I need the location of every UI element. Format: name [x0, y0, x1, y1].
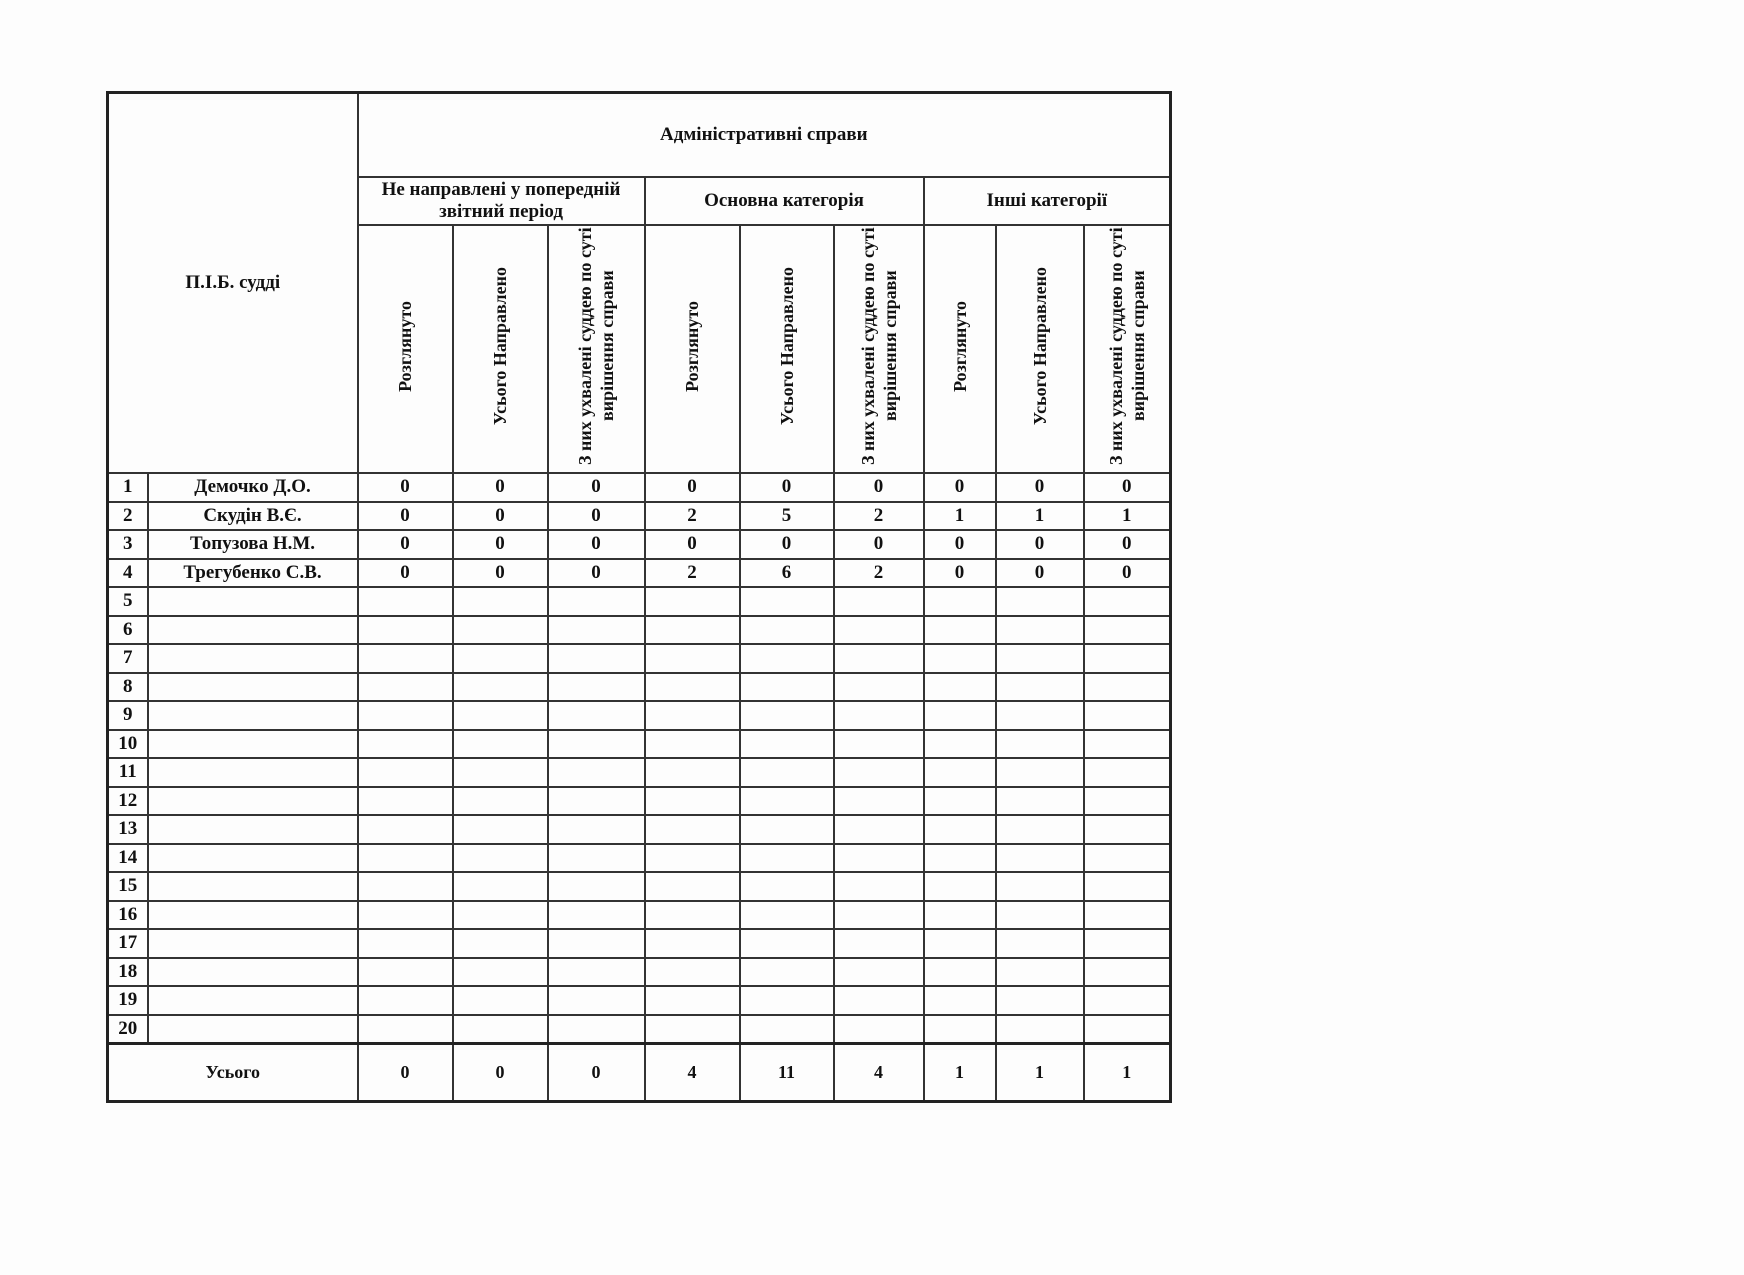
value-cell	[834, 901, 924, 930]
value-cell	[548, 872, 645, 901]
admin-cases-table	[106, 91, 1172, 1103]
value-cell: 0	[548, 473, 645, 502]
row-number: 10	[108, 730, 148, 759]
judge-name	[148, 929, 358, 958]
value-cell	[548, 616, 645, 645]
col-header	[996, 225, 1084, 473]
total-value-cell: 0	[453, 1044, 548, 1102]
row-number: 15	[108, 872, 148, 901]
judge-name	[148, 958, 358, 987]
total-label: Усього	[108, 1044, 358, 1102]
value-cell	[548, 730, 645, 759]
table-row	[108, 644, 1171, 673]
value-cell	[924, 929, 996, 958]
value-cell	[834, 929, 924, 958]
value-cell	[1084, 815, 1171, 844]
row-number: 7	[108, 644, 148, 673]
value-cell	[924, 616, 996, 645]
value-cell	[834, 844, 924, 873]
judge-name	[148, 701, 358, 730]
col-header	[548, 225, 645, 473]
value-cell	[453, 701, 548, 730]
value-cell: 2	[645, 559, 740, 588]
judge-name	[148, 644, 358, 673]
row-number: 11	[108, 758, 148, 787]
value-cell	[924, 958, 996, 987]
value-cell	[740, 701, 834, 730]
total-value-cell: 1	[1084, 1044, 1171, 1102]
value-cell	[358, 1015, 453, 1044]
table-title: Адміністративні справи	[358, 93, 1171, 178]
value-cell	[645, 701, 740, 730]
value-cell	[996, 730, 1084, 759]
judge-name	[148, 986, 358, 1015]
value-cell: 0	[996, 559, 1084, 588]
value-cell	[834, 815, 924, 844]
value-cell: 0	[358, 530, 453, 559]
value-cell	[924, 872, 996, 901]
value-cell	[834, 758, 924, 787]
value-cell	[834, 587, 924, 616]
row-number: 13	[108, 815, 148, 844]
judge-name	[148, 673, 358, 702]
value-cell	[740, 872, 834, 901]
value-cell	[358, 815, 453, 844]
value-cell	[996, 1015, 1084, 1044]
total-value-cell: 0	[548, 1044, 645, 1102]
value-cell: 0	[548, 530, 645, 559]
value-cell: 2	[645, 502, 740, 531]
value-cell	[453, 730, 548, 759]
value-cell: 1	[996, 502, 1084, 531]
value-cell	[924, 701, 996, 730]
value-cell	[453, 587, 548, 616]
table-row	[108, 758, 1171, 787]
col-header	[358, 225, 453, 473]
value-cell	[834, 730, 924, 759]
value-cell	[548, 673, 645, 702]
row-number: 14	[108, 844, 148, 873]
value-cell	[645, 616, 740, 645]
value-cell: 6	[740, 559, 834, 588]
col-header-label: Усього Направлено	[490, 266, 511, 426]
value-cell	[358, 958, 453, 987]
value-cell	[645, 1015, 740, 1044]
value-cell	[645, 730, 740, 759]
value-cell: 0	[453, 559, 548, 588]
value-cell	[924, 673, 996, 702]
value-cell	[1084, 644, 1171, 673]
col-header-label: З них ухвалені суддею по суті вирішення справи	[857, 227, 900, 465]
value-cell	[740, 758, 834, 787]
value-cell: 0	[453, 473, 548, 502]
value-cell	[453, 815, 548, 844]
table-row	[108, 616, 1171, 645]
value-cell: 1	[1084, 502, 1171, 531]
value-cell	[996, 872, 1084, 901]
row-number: 12	[108, 787, 148, 816]
value-cell	[548, 929, 645, 958]
value-cell: 1	[924, 502, 996, 531]
value-cell	[834, 1015, 924, 1044]
row-number: 6	[108, 616, 148, 645]
value-cell	[645, 787, 740, 816]
judge-name	[148, 730, 358, 759]
table-row	[108, 673, 1171, 702]
value-cell	[358, 587, 453, 616]
value-cell	[996, 815, 1084, 844]
row-number: 4	[108, 559, 148, 588]
table-row	[108, 958, 1171, 987]
value-cell: 0	[740, 530, 834, 559]
value-cell	[358, 701, 453, 730]
value-cell	[996, 644, 1084, 673]
value-cell	[1084, 673, 1171, 702]
value-cell: 0	[645, 530, 740, 559]
value-cell	[645, 901, 740, 930]
table-row	[108, 844, 1171, 873]
value-cell	[645, 644, 740, 673]
value-cell: 0	[924, 559, 996, 588]
value-cell	[453, 986, 548, 1015]
value-cell	[358, 844, 453, 873]
judge-name	[148, 844, 358, 873]
value-cell	[740, 958, 834, 987]
judge-name: Трегубенко С.В.	[148, 559, 358, 588]
value-cell	[358, 872, 453, 901]
value-cell: 5	[740, 502, 834, 531]
value-cell	[548, 844, 645, 873]
value-cell	[740, 673, 834, 702]
value-cell	[548, 1015, 645, 1044]
value-cell	[645, 929, 740, 958]
value-cell	[996, 673, 1084, 702]
value-cell	[740, 986, 834, 1015]
col-header	[924, 225, 996, 473]
value-cell	[1084, 1015, 1171, 1044]
value-cell	[740, 815, 834, 844]
group-header-other-categories: Інші категорії	[924, 177, 1171, 225]
value-cell: 0	[996, 530, 1084, 559]
value-cell	[996, 587, 1084, 616]
col-header	[645, 225, 740, 473]
total-row	[108, 1044, 1171, 1102]
value-cell	[996, 787, 1084, 816]
value-cell	[924, 587, 996, 616]
value-cell	[358, 616, 453, 645]
value-cell	[996, 701, 1084, 730]
judge-name	[148, 901, 358, 930]
value-cell	[996, 929, 1084, 958]
value-cell	[548, 787, 645, 816]
value-cell	[453, 758, 548, 787]
value-cell	[358, 901, 453, 930]
value-cell	[645, 844, 740, 873]
value-cell	[834, 958, 924, 987]
value-cell	[453, 901, 548, 930]
value-cell	[834, 872, 924, 901]
value-cell	[548, 815, 645, 844]
row-number: 18	[108, 958, 148, 987]
value-cell	[1084, 730, 1171, 759]
value-cell	[453, 958, 548, 987]
value-cell: 0	[453, 530, 548, 559]
judge-name	[148, 787, 358, 816]
value-cell	[740, 1015, 834, 1044]
value-cell	[1084, 872, 1171, 901]
table-row	[108, 530, 1171, 559]
value-cell	[1084, 701, 1171, 730]
value-cell	[924, 901, 996, 930]
value-cell	[996, 758, 1084, 787]
judge-name	[148, 1015, 358, 1044]
value-cell	[1084, 616, 1171, 645]
value-cell	[924, 758, 996, 787]
value-cell	[834, 986, 924, 1015]
value-cell	[645, 587, 740, 616]
value-cell	[645, 958, 740, 987]
judge-name	[148, 758, 358, 787]
judge-name: Топузова Н.М.	[148, 530, 358, 559]
value-cell: 0	[1084, 473, 1171, 502]
table-row	[108, 815, 1171, 844]
value-cell	[834, 673, 924, 702]
row-number: 8	[108, 673, 148, 702]
value-cell	[453, 644, 548, 673]
value-cell	[1084, 929, 1171, 958]
total-value-cell: 11	[740, 1044, 834, 1102]
value-cell	[453, 1015, 548, 1044]
value-cell	[740, 644, 834, 673]
table-row	[108, 502, 1171, 531]
value-cell	[548, 958, 645, 987]
table-row	[108, 730, 1171, 759]
col-header-label: З них ухвалені суддею по суті вирішення справи	[1105, 227, 1148, 465]
row-number: 2	[108, 502, 148, 531]
value-cell	[924, 986, 996, 1015]
value-cell	[924, 730, 996, 759]
value-cell	[358, 673, 453, 702]
row-number: 5	[108, 587, 148, 616]
total-value-cell: 1	[996, 1044, 1084, 1102]
value-cell	[834, 616, 924, 645]
row-number: 17	[108, 929, 148, 958]
table-row	[108, 901, 1171, 930]
row-number: 20	[108, 1015, 148, 1044]
col-header	[834, 225, 924, 473]
judge-name: Демочко Д.О.	[148, 473, 358, 502]
col-header-label: Розглянуто	[395, 300, 416, 392]
value-cell	[548, 758, 645, 787]
value-cell	[1084, 844, 1171, 873]
col-header	[740, 225, 834, 473]
value-cell	[358, 929, 453, 958]
value-cell	[740, 787, 834, 816]
total-value-cell: 1	[924, 1044, 996, 1102]
judge-name	[148, 872, 358, 901]
value-cell	[358, 787, 453, 816]
value-cell	[548, 901, 645, 930]
value-cell	[548, 986, 645, 1015]
value-cell	[548, 701, 645, 730]
value-cell	[645, 673, 740, 702]
value-cell: 0	[645, 473, 740, 502]
value-cell	[924, 644, 996, 673]
table-row	[108, 473, 1171, 502]
row-number: 3	[108, 530, 148, 559]
value-cell	[740, 929, 834, 958]
total-value-cell: 4	[834, 1044, 924, 1102]
col-header-label: Розглянуто	[682, 300, 703, 392]
value-cell	[996, 958, 1084, 987]
col-header-label: З них ухвалені суддею по суті вирішення справи	[575, 227, 618, 465]
value-cell	[924, 844, 996, 873]
value-cell: 0	[358, 502, 453, 531]
col-header	[1084, 225, 1171, 473]
value-cell	[834, 644, 924, 673]
value-cell	[358, 644, 453, 673]
value-cell	[834, 701, 924, 730]
row-number: 9	[108, 701, 148, 730]
value-cell	[453, 844, 548, 873]
table-row	[108, 872, 1171, 901]
col-header-label: Усього Направлено	[776, 266, 797, 426]
value-cell: 0	[548, 559, 645, 588]
table-row	[108, 1015, 1171, 1044]
value-cell	[453, 872, 548, 901]
value-cell	[645, 815, 740, 844]
value-cell: 0	[548, 502, 645, 531]
value-cell	[1084, 758, 1171, 787]
value-cell	[1084, 986, 1171, 1015]
value-cell: 0	[834, 473, 924, 502]
value-cell	[645, 758, 740, 787]
value-cell	[740, 901, 834, 930]
value-cell	[924, 787, 996, 816]
group-header-main-category: Основна категорія	[645, 177, 924, 225]
value-cell	[358, 986, 453, 1015]
value-cell	[453, 673, 548, 702]
value-cell	[645, 872, 740, 901]
value-cell: 0	[996, 473, 1084, 502]
value-cell: 0	[834, 530, 924, 559]
value-cell	[358, 758, 453, 787]
value-cell	[740, 844, 834, 873]
value-cell	[1084, 587, 1171, 616]
table-row	[108, 986, 1171, 1015]
value-cell	[740, 730, 834, 759]
value-cell: 2	[834, 502, 924, 531]
value-cell	[453, 616, 548, 645]
table-row	[108, 787, 1171, 816]
value-cell	[834, 787, 924, 816]
total-value-cell: 4	[645, 1044, 740, 1102]
col-header-label: Розглянуто	[949, 300, 970, 392]
judge-name	[148, 616, 358, 645]
value-cell	[996, 616, 1084, 645]
value-cell	[740, 587, 834, 616]
value-cell: 0	[1084, 559, 1171, 588]
value-cell	[1084, 958, 1171, 987]
value-cell	[548, 644, 645, 673]
value-cell	[1084, 787, 1171, 816]
table-row	[108, 559, 1171, 588]
judge-name	[148, 815, 358, 844]
judge-name	[148, 587, 358, 616]
judge-name-header: П.І.Б. судді	[108, 93, 358, 474]
total-value-cell: 0	[358, 1044, 453, 1102]
value-cell	[924, 1015, 996, 1044]
group-header-not-sent: Не направлені у попередній звітний період	[358, 177, 645, 225]
value-cell: 0	[358, 473, 453, 502]
value-cell	[924, 815, 996, 844]
value-cell	[645, 986, 740, 1015]
value-cell	[358, 730, 453, 759]
row-number: 16	[108, 901, 148, 930]
col-header	[453, 225, 548, 473]
table-row	[108, 929, 1171, 958]
value-cell	[740, 616, 834, 645]
col-header-label: Усього Направлено	[1029, 266, 1050, 426]
judge-name: Скудін В.Є.	[148, 502, 358, 531]
value-cell: 0	[453, 502, 548, 531]
value-cell: 0	[740, 473, 834, 502]
value-cell: 0	[1084, 530, 1171, 559]
value-cell: 0	[924, 530, 996, 559]
table-row	[108, 587, 1171, 616]
row-number: 19	[108, 986, 148, 1015]
value-cell: 2	[834, 559, 924, 588]
table-row	[108, 701, 1171, 730]
value-cell	[996, 986, 1084, 1015]
value-cell	[453, 929, 548, 958]
value-cell	[1084, 901, 1171, 930]
value-cell	[453, 787, 548, 816]
value-cell: 0	[358, 559, 453, 588]
value-cell	[996, 901, 1084, 930]
value-cell	[996, 844, 1084, 873]
value-cell	[548, 587, 645, 616]
row-number: 1	[108, 473, 148, 502]
value-cell: 0	[924, 473, 996, 502]
